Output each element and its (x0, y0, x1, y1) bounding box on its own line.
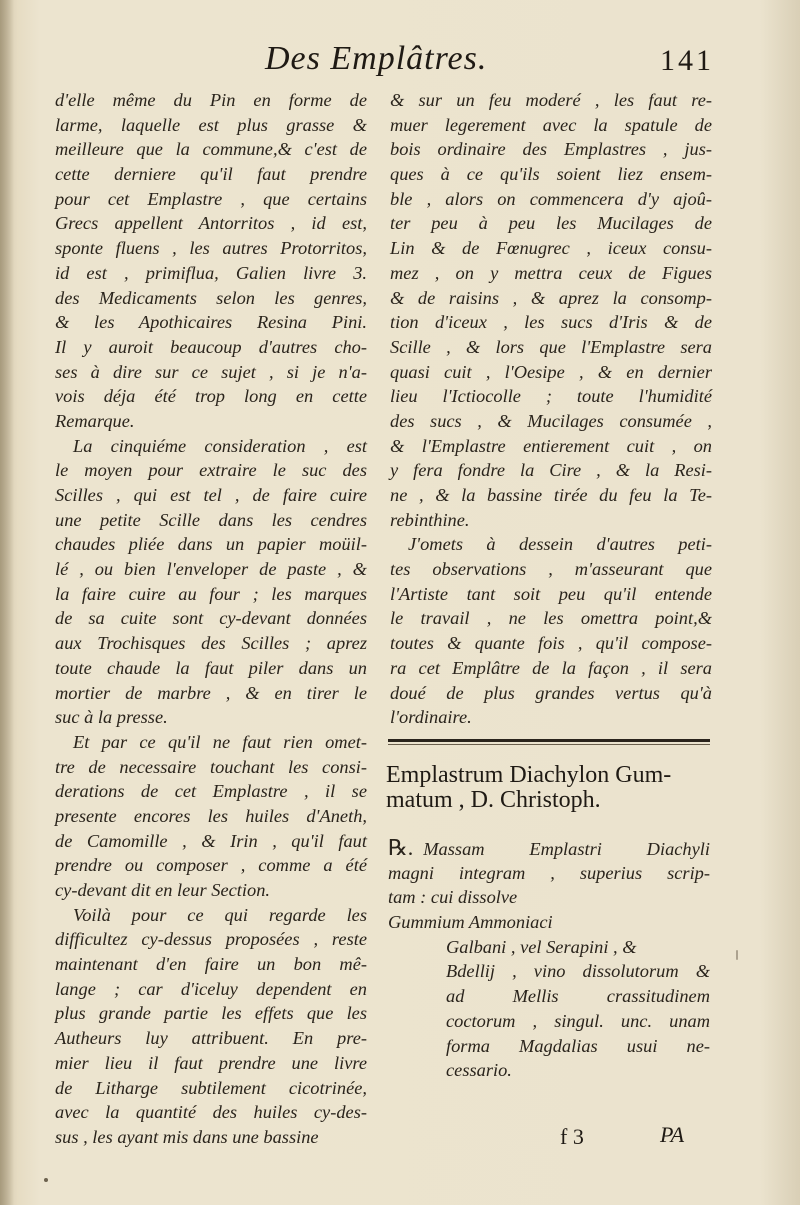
catchword: PA (660, 1122, 685, 1147)
ink-speck (44, 1178, 48, 1182)
left-column-line: meilleure que la commune,& c'est de (55, 139, 367, 160)
recipe-line: ad Mellis crassitudinem (446, 986, 710, 1007)
right-column-line: tes observations , m'asseurant que (390, 559, 712, 580)
section-rule (388, 739, 710, 742)
right-column-line: Scille , & lors que l'Emplastre sera (390, 336, 712, 357)
right-column-line: ter peu à peu les Mucilages de (390, 213, 712, 234)
right-column-line: tion d'iceux , les sucs d'Iris & de (390, 312, 712, 333)
recipe-line: Gummium Ammoniaci (388, 912, 553, 933)
right-column-line: Lin & de Fœnugrec , iceux consu- (390, 238, 712, 259)
left-column-line: lé , ou bien l'enveloper de paste , & (55, 559, 367, 580)
left-column-line: Voilà pour ce qui regarde les (73, 904, 367, 925)
recipe-body (388, 836, 710, 1083)
ink-speck (736, 950, 738, 960)
right-column-line: le travail , ne les omettra point,& (390, 608, 712, 629)
right-column-line: quasi cuit , l'Oesipe , & en dernier (390, 361, 712, 382)
recipe-title-line: Emplastrum Diachylon Gum- (386, 762, 672, 788)
right-column-line: J'omets à dessein d'autres peti- (408, 534, 712, 555)
left-column-line: sus , les ayant mis dans une bassine (55, 1126, 319, 1147)
right-column-line: doué de plus grandes vertus qu'à (390, 682, 712, 703)
right-column-line: y fera fondre la Cire , & la Resi- (390, 460, 712, 481)
recipe-line: Bdellij , vino dissolutorum & (446, 961, 710, 982)
left-column-line: tre de necessaire touchant les consi- (55, 756, 367, 777)
left-column-line: derations de cet Emplastre , il se (55, 781, 367, 802)
recipe-line: forma Magdalias usui ne- (446, 1035, 710, 1056)
left-column-line: maintenant d'en faire un bon mê- (55, 954, 367, 975)
left-column-line: la faire cuire au four ; les marques (55, 583, 367, 604)
right-column (390, 88, 712, 730)
section-rule-thin (388, 744, 710, 745)
left-column-line: Remarque. (55, 410, 135, 431)
left-column-line: une petite Scille dans les cendres (55, 509, 367, 530)
right-column-line: & de raisins , & aprez la consomp- (390, 287, 712, 308)
left-column-line: cy-devant dit en leur Section. (55, 880, 270, 900)
recipe-line: magni integram , superius scrip- (388, 862, 710, 883)
left-column-line: & les Apothicaires Resina Pini. (55, 312, 367, 333)
left-column-line: chaudes pliée dans un papier moüil- (55, 534, 367, 555)
left-column-line: suc à la presse. (55, 707, 168, 728)
recipe-line: coctorum , singul. unc. unam (446, 1010, 710, 1031)
left-column-line: de Camomille , & Irin , qu'il faut (55, 830, 367, 851)
left-column-line: prendre ou composer , comme a été (55, 855, 367, 876)
recipe-line: Galbani , vel Serapini , & (446, 936, 637, 957)
left-column-line: de Litharge subtilement cicotrinée, (55, 1077, 367, 1098)
left-column-line: mortier de marbre , & en tirer le (55, 682, 367, 703)
recipe-symbol: ℞. (388, 835, 414, 860)
left-column-line: cette derniere qu'il faut prendre (55, 164, 367, 185)
left-column-line: des Medicaments selon les genres, (55, 287, 367, 308)
gutter-shadow (0, 0, 14, 1205)
left-column-line: Grecs appellent Antorritos , id est, (55, 213, 367, 234)
left-column-line: Autheurs luy attribuent. En pre- (55, 1028, 367, 1049)
left-column-line: larme, laquelle est plus grasse & (55, 114, 367, 135)
right-column-line: l'ordinaire. (390, 707, 472, 728)
right-column-line: lieu l'Ictiocolle ; toute l'humidité (390, 386, 712, 407)
right-column-line: ra cet Emplâtre de la façon , il sera (390, 657, 712, 678)
left-column-line: Il y auroit beaucoup d'autres cho- (55, 336, 367, 357)
right-column-line: & sur un feu moderé , les faut re- (390, 90, 712, 110)
right-column-line: mez , on y mettra ceux de Figues (390, 262, 712, 283)
left-column-line: Scilles , qui est tel , de faire cuire (55, 485, 367, 505)
left-column-line: de sa cuite sont cy-devant données (55, 608, 367, 629)
left-column-line: plus grande partie les effets que les (55, 1003, 367, 1024)
recipe-line: tam : cui dissolve (388, 887, 518, 908)
right-column-line: bois ordinaire des Emplastres , jus- (390, 139, 712, 160)
left-column-line: avec la quantité des huiles cy-des- (55, 1102, 367, 1123)
left-column-line: aux Trochisques des Scilles ; aprez (55, 633, 367, 654)
right-column-line: des sucs , & Mucilages consumée , (390, 410, 712, 431)
running-head: Des Emplâtres. (265, 40, 488, 77)
left-column-line: difficultez cy-dessus proposées , reste (55, 929, 367, 950)
left-column-line: lange ; car d'iceluy dependent en (55, 978, 367, 999)
right-column-line: & l'Emplastre entierement cuit , on (390, 435, 712, 456)
left-column-line: le moyen pour extraire le suc des (55, 460, 367, 481)
left-column-line: pour cet Emplastre , que certains (55, 188, 367, 209)
left-column-line: sponte fluens , les autres Protorritos, (55, 238, 367, 259)
right-column-line: toutes & quante fois , qu'il compose- (390, 633, 712, 654)
page-number: 141 (660, 44, 714, 77)
left-column-line: ses à dire sur ce sujet , si je n'a- (55, 361, 367, 382)
left-column-line: toute chaude la faut piler dans un (55, 657, 367, 678)
right-column-line: l'Artiste tant soit peu qu'il entende (390, 583, 712, 604)
left-column-line: La cinquiéme consideration , est (73, 435, 367, 456)
recipe-line-text: Massam Emplastri Diachyli (423, 839, 710, 859)
right-column-line: rebinthine. (390, 509, 470, 530)
right-column-line: muer legerement avec la spatule de (390, 114, 712, 135)
left-column-line: id est , primiflua, Galien livre 3. (55, 262, 367, 283)
left-column-line: presente encores les huiles d'Aneth, (55, 805, 367, 826)
signature-mark: f 3 (560, 1124, 584, 1149)
left-column (55, 88, 367, 1150)
recipe-title (386, 760, 716, 813)
right-column-line: ques à ce qu'ils soient liez ensem- (390, 164, 712, 185)
recipe-title-line: matum , D. Christoph. (386, 786, 601, 813)
recipe-line (388, 836, 710, 861)
left-column-line: Et par ce qu'il ne faut rien omet- (73, 731, 367, 752)
left-column-line: mier lieu il faut prendre une livre (55, 1052, 367, 1073)
right-column-line: ne , & la bassine tirée du feu la Te- (390, 485, 712, 505)
recipe-line: cessario. (446, 1060, 512, 1081)
left-column-line: d'elle même du Pin en forme de (55, 90, 367, 110)
left-column-line: vois déja été trop long en cette (55, 386, 367, 407)
right-column-line: ble , alors on commencera d'y ajoû- (390, 188, 712, 209)
